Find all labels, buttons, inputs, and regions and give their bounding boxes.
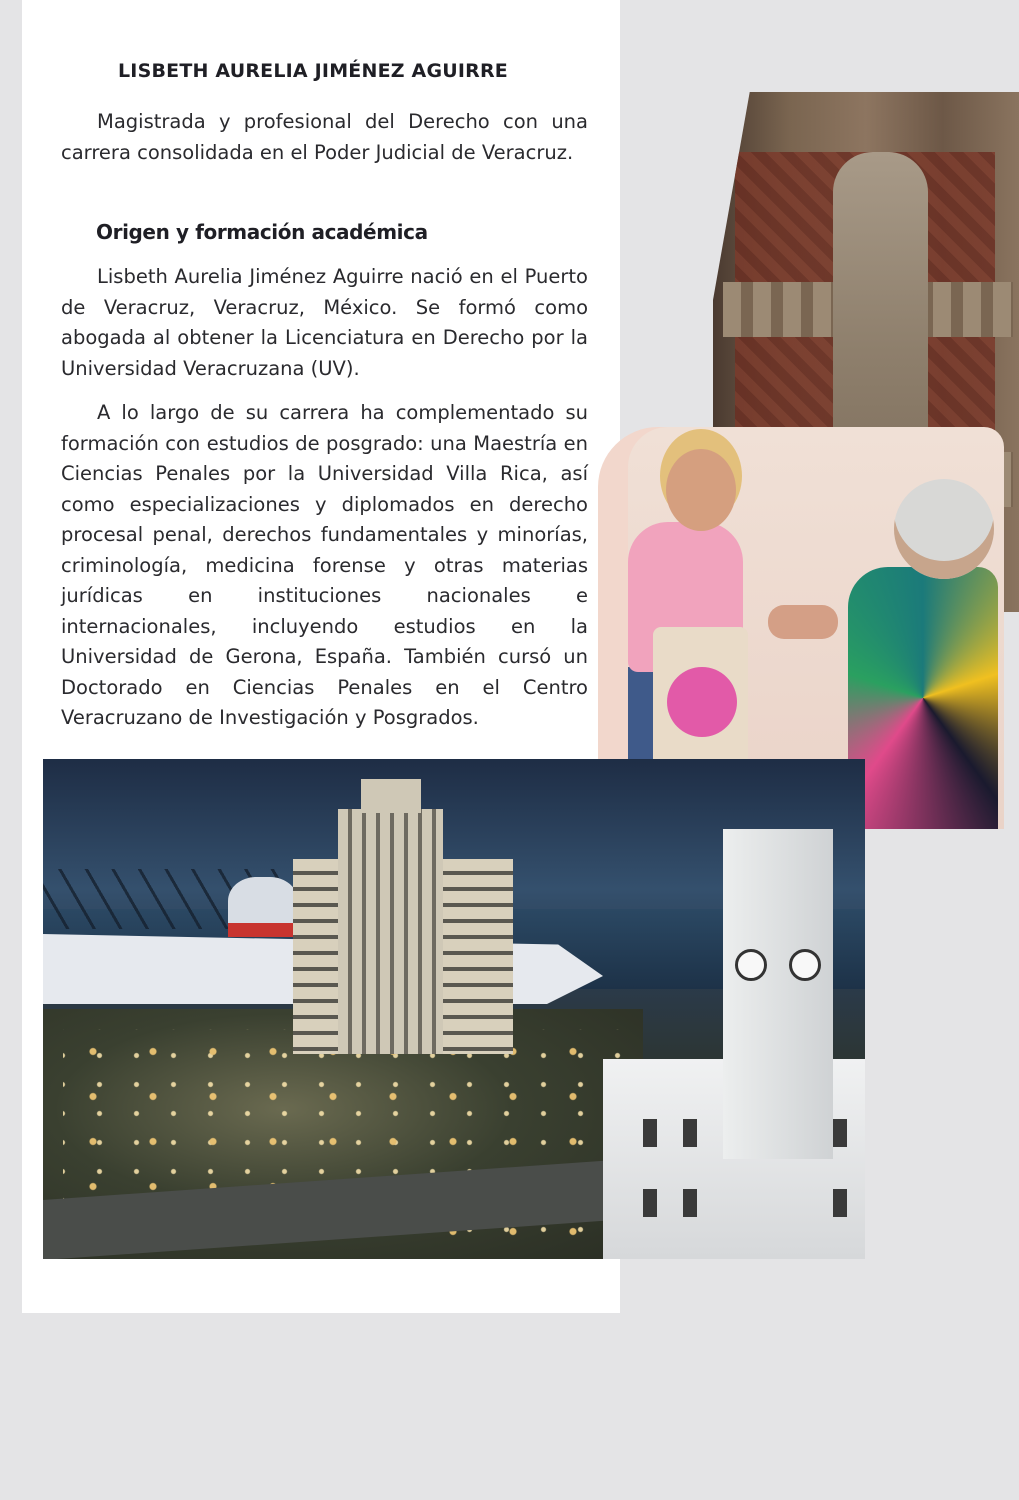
intro-paragraph	[61, 107, 588, 168]
paragraph-origin-text: Lisbeth Aurelia Jiménez Aguirre nació en el Puerto de Veracruz, Veracruz, México. Se formó como abogada al obtener la Licenciatura en Derecho por la Universidad Veracruzana (UV).	[61, 265, 588, 380]
veracruz-city-photo	[43, 759, 865, 1259]
window	[683, 1119, 697, 1147]
central-tower	[338, 809, 443, 1054]
paragraph-origin	[61, 262, 588, 384]
woman-head	[666, 449, 736, 531]
paragraph-education	[61, 398, 588, 734]
elderly-woman-head	[894, 479, 994, 579]
tote-bag	[653, 627, 748, 767]
window	[833, 1189, 847, 1217]
tower-top	[361, 779, 421, 813]
intro-text: Magistrada y profesional del Derecho con una carrera consolidada en el Poder Judicial de Veracruz.	[61, 110, 588, 164]
heart-icon	[667, 667, 737, 737]
clock-tower	[723, 829, 833, 1159]
clock-icon	[735, 949, 767, 981]
clock-icon	[789, 949, 821, 981]
paragraph-education-text: A lo largo de su carrera ha complementado su formación con estudios de posgrado: una Maestría en Ciencias Penales por la Universidad Villa Rica, así como especializaciones y diplomados en derecho procesal penal, derechos fundamentales y minorías, criminología, medicina forense y otras materias jurídicas en instituciones nacionales e internacionales, incluyendo estudios en la Universidad de Gerona, España. También cursó un Doctorado en Ciencias Penales en el Centro Veracruzano de Investigación y Posgrados.	[61, 401, 588, 729]
page-margin	[0, 0, 22, 1313]
window	[833, 1119, 847, 1147]
building-wing	[438, 859, 513, 1054]
ship-funnel	[228, 877, 298, 937]
handshake	[768, 605, 838, 639]
window	[683, 1189, 697, 1217]
elderly-woman-floral-dress	[848, 567, 998, 829]
page-title: LISBETH AURELIA JIMÉNEZ AGUIRRE	[118, 60, 508, 82]
window	[643, 1119, 657, 1147]
window	[643, 1189, 657, 1217]
section-heading: Origen y formación académica	[96, 220, 428, 244]
